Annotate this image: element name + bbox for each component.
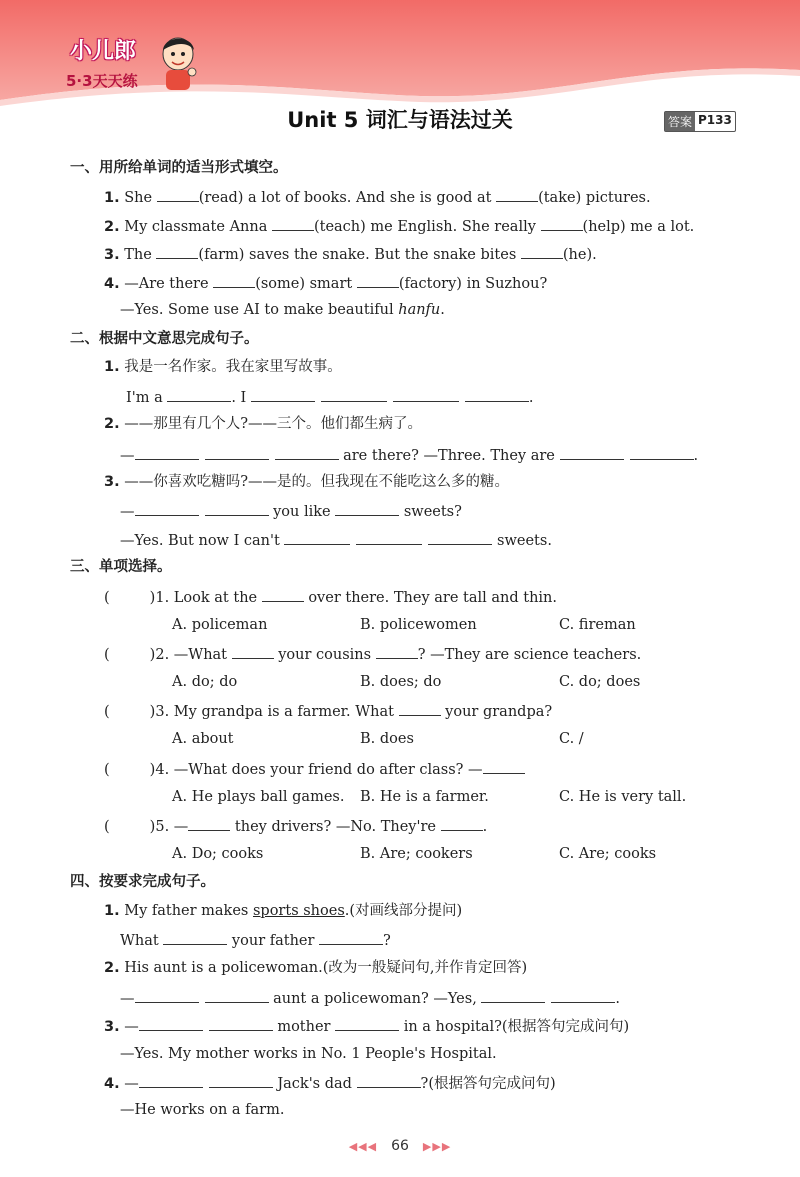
answer-blank[interactable] (319, 929, 383, 945)
s4-q4: 4. — Jack's dad ?(根据答句完成问句) (104, 1072, 556, 1094)
brand-series: 5·3天天练 (66, 72, 138, 90)
answer-blank[interactable] (156, 243, 198, 259)
prev-arrows-icon: ◀◀◀ (348, 1140, 378, 1153)
answer-blank[interactable] (262, 586, 304, 602)
answer-blank[interactable] (232, 643, 274, 659)
mascot-icon (156, 32, 200, 92)
s3-q4: ( )4. —What does your friend do after class? — (104, 758, 525, 780)
answer-page: P133 (698, 113, 732, 127)
option-c[interactable]: C. do; does (559, 674, 641, 690)
brand-logo (60, 30, 200, 100)
s1-q4-answer: —Yes. Some use AI to make beautiful hanfu. (120, 302, 445, 318)
answer-blank[interactable] (272, 215, 314, 231)
option-a[interactable]: A. Do; cooks (172, 846, 264, 862)
page-title: Unit 5 词汇与语法过关 (287, 108, 513, 132)
s2-q1-prompt: 1. 我是一名作家。我在家里写故事。 (104, 359, 342, 375)
answer-blank[interactable] (356, 529, 422, 545)
answer-blank[interactable] (357, 1072, 421, 1088)
answer-reference (664, 111, 736, 132)
answer-blank[interactable] (167, 386, 231, 402)
answer-blank[interactable] (157, 186, 199, 202)
option-c[interactable]: C. He is very tall. (559, 789, 687, 805)
page-footer (0, 1138, 800, 1154)
s4-q1: 1. My father makes sports shoes.(对画线部分提问) (104, 903, 463, 919)
s2-q3-prompt: 3. ——你喜欢吃糖吗?——是的。但我现在不能吃这么多的糖。 (104, 474, 509, 490)
underlined-phrase: sports shoes (252, 903, 345, 919)
s2-q2-answer: — are there? —Three. They are . (120, 444, 698, 466)
s3-q3: ( )3. My grandpa is a farmer. What your grandpa? (104, 700, 552, 722)
s2-q1-answer: I'm a . I . (126, 386, 534, 408)
option-a[interactable]: A. policeman (172, 617, 268, 633)
section-3-heading: 三、单项选择。 (70, 559, 172, 575)
answer-label: 答案 (665, 112, 695, 131)
option-a[interactable]: A. He plays ball games. (172, 789, 345, 805)
answer-blank[interactable] (335, 1015, 399, 1031)
answer-blank[interactable] (275, 444, 339, 460)
answer-blank[interactable] (399, 700, 441, 716)
s3-q5: ( )5. — they drivers? —No. They're . (104, 815, 487, 837)
answer-blank[interactable] (139, 1015, 203, 1031)
answer-blank[interactable] (496, 186, 538, 202)
option-c[interactable]: C. fireman (559, 617, 636, 633)
answer-blank[interactable] (163, 929, 227, 945)
answer-blank[interactable] (481, 987, 545, 1003)
s2-q3-answer: — you like sweets? (120, 500, 462, 522)
answer-blank[interactable] (521, 243, 563, 259)
answer-blank[interactable] (465, 386, 529, 402)
s4-q3: 3. — mother in a hospital?(根据答句完成问句) (104, 1015, 629, 1037)
answer-blank[interactable] (376, 643, 418, 659)
next-arrows-icon: ▶▶▶ (422, 1140, 452, 1153)
s4-q3-reply: —Yes. My mother works in No. 1 People's Hospital. (120, 1046, 497, 1062)
s4-q4-reply: —He works on a farm. (120, 1102, 285, 1118)
option-b[interactable]: B. does; do (360, 674, 442, 690)
section-2-heading: 二、根据中文意思完成句子。 (70, 331, 259, 347)
s4-q2: 2. His aunt is a policewoman.(改为一般疑问句,并作肯定回答) (104, 960, 528, 976)
answer-blank[interactable] (205, 444, 269, 460)
option-b[interactable]: B. policewomen (360, 617, 477, 633)
answer-blank[interactable] (135, 500, 199, 516)
answer-blank[interactable] (205, 500, 269, 516)
s2-q3-reply: —Yes. But now I can't sweets. (120, 529, 552, 551)
answer-blank[interactable] (541, 215, 583, 231)
answer-blank[interactable] (560, 444, 624, 460)
answer-blank[interactable] (357, 272, 399, 288)
option-c[interactable]: C. / (559, 731, 584, 747)
s1-q1: 1. She (read) a lot of books. And she is good at (take) pictures. (104, 186, 651, 208)
answer-blank[interactable] (251, 386, 315, 402)
answer-blank[interactable] (393, 386, 459, 402)
answer-blank[interactable] (483, 758, 525, 774)
s1-q3: 3. The (farm) saves the snake. But the snake bites (he). (104, 243, 597, 265)
option-a[interactable]: A. about (172, 731, 234, 747)
s3-q2: ( )2. —What your cousins ? —They are science teachers. (104, 643, 641, 665)
answer-blank[interactable] (441, 815, 483, 831)
s3-q1: ( )1. Look at the over there. They are tall and thin. (104, 586, 557, 608)
option-b[interactable]: B. Are; cookers (360, 846, 473, 862)
answer-blank[interactable] (335, 500, 399, 516)
option-b[interactable]: B. does (360, 731, 414, 747)
answer-blank[interactable] (135, 987, 199, 1003)
answer-blank[interactable] (205, 987, 269, 1003)
section-1-heading: 一、用所给单词的适当形式填空。 (70, 160, 288, 176)
option-b[interactable]: B. He is a farmer. (360, 789, 489, 805)
page-number: 66 (391, 1138, 409, 1154)
answer-blank[interactable] (139, 1072, 203, 1088)
s1-q2: 2. My classmate Anna (teach) me English. She really (help) me a lot. (104, 215, 694, 237)
s2-q2-prompt: 2. ——那里有几个人?——三个。他们都生病了。 (104, 416, 422, 432)
answer-blank[interactable] (209, 1072, 273, 1088)
answer-blank[interactable] (209, 1015, 273, 1031)
brand-name: 小儿郎 (70, 39, 137, 64)
answer-blank[interactable] (188, 815, 230, 831)
answer-blank[interactable] (321, 386, 387, 402)
option-a[interactable]: A. do; do (172, 674, 238, 690)
answer-blank[interactable] (630, 444, 694, 460)
s4-q2-answer: — aunt a policewoman? —Yes, . (120, 987, 620, 1009)
section-4-heading: 四、按要求完成句子。 (70, 874, 215, 890)
s1-q4: 4. —Are there (some) smart (factory) in Suzhou? (104, 272, 547, 294)
s4-q1-answer: What your father ? (120, 929, 391, 951)
answer-blank[interactable] (551, 987, 615, 1003)
option-c[interactable]: C. Are; cooks (559, 846, 657, 862)
answer-blank[interactable] (428, 529, 492, 545)
answer-blank[interactable] (213, 272, 255, 288)
answer-blank[interactable] (284, 529, 350, 545)
answer-blank[interactable] (135, 444, 199, 460)
